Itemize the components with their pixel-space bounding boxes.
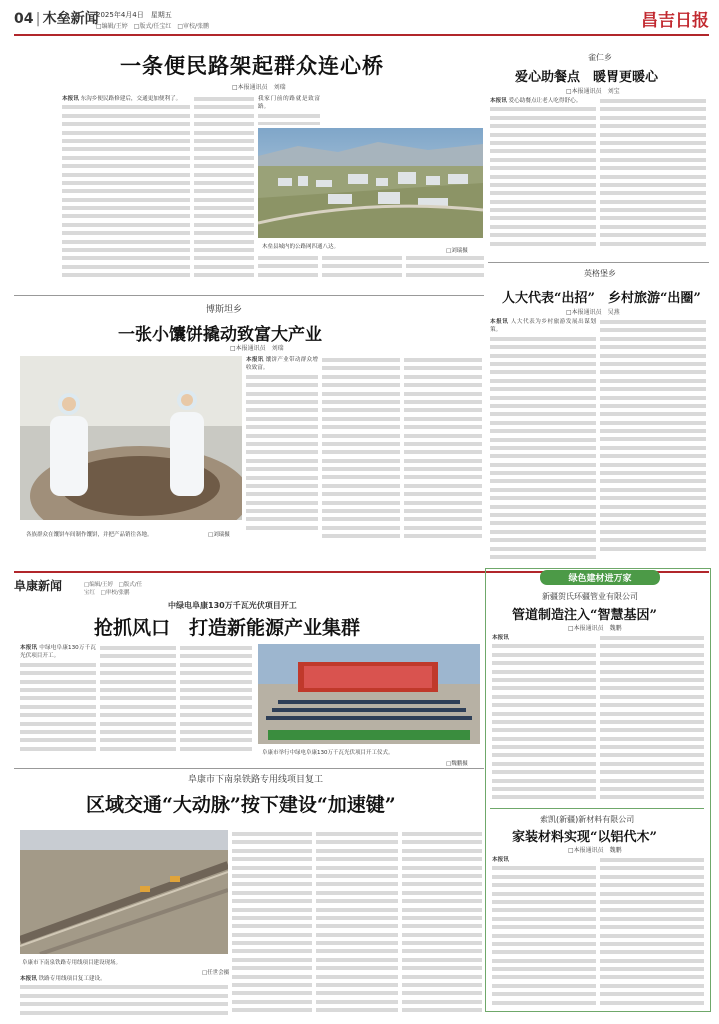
section-fukang-title: 阜康新闻	[14, 579, 63, 593]
article1-col5-bottom	[406, 254, 484, 288]
article7-col2	[600, 634, 704, 802]
article8-headline: 家装材料实现“以铝代木”	[512, 830, 657, 845]
article6-headline: 区域交通“大动脉”按下建设“加速键”	[86, 794, 396, 816]
article3-lead: 本报讯	[490, 319, 509, 325]
article5-headline: 抢抓风口 打造新能源产业集群	[94, 617, 361, 639]
article6-col1-bottom	[20, 975, 228, 1017]
article8-kicker: 索凯(新疆)新材料有限公司	[540, 815, 635, 824]
article8-lead: 本报讯	[492, 857, 509, 863]
article1-col3-bottom	[258, 254, 318, 288]
article3-headline: 人大代表“出招” 乡村旅游“出圈”	[502, 291, 701, 306]
article1-col2	[194, 95, 254, 287]
editor-credits: □编辑/王婷 □版式/任宝红 □审校/张鹏	[96, 23, 210, 30]
article6-kicker: 阜康市下南泉铁路专用线项目复工	[188, 775, 324, 785]
article1-photo-caption: 木垒县城内的公路网四通八达。	[262, 244, 340, 250]
divider-mid	[14, 295, 484, 296]
article6-lead: 本报讯	[20, 976, 37, 982]
article5-fragment-1: 中绿电阜康130万千瓦光伏项目开工。	[20, 645, 96, 660]
article5-col3	[180, 644, 252, 764]
article3-col2	[600, 318, 706, 563]
aerial-town-photo	[258, 128, 483, 238]
article3-kicker: 英格堡乡	[584, 269, 616, 278]
article2-byline: □本报通讯员 刘宝	[566, 88, 620, 95]
article7-lead: 本报讯	[492, 635, 509, 641]
article4-col2	[322, 356, 400, 542]
page-section-label: 04 | 木垒新闻	[14, 11, 99, 27]
divider-right-1	[488, 262, 709, 263]
article4-kicker: 博斯坦乡	[206, 305, 243, 315]
article4-fragment-1: 馕饼产业带动群众增收致富。	[246, 357, 318, 372]
page-masthead	[14, 4, 709, 36]
railway-construction-photo	[20, 830, 228, 954]
railway-illustration	[20, 830, 228, 954]
article7-col1	[492, 634, 596, 802]
article2-lead: 本报讯	[490, 98, 507, 104]
article3-fragment-1: 人大代表为乡村旅游发展出谋划策。	[490, 319, 596, 334]
article6-photo-caption: 阜康市下南泉铁路专用线项目建设现场。	[22, 960, 122, 966]
page-number: 04	[14, 11, 34, 27]
article1-headline: 一条便民路架起群众连心桥	[120, 53, 384, 78]
article5-photo-credit: □魏鹏摄	[446, 761, 468, 767]
article4-photo-credit: □刘瑞摄	[208, 532, 230, 538]
article4-byline: □本报通讯员 刘瑞	[230, 345, 284, 352]
article1-col1	[62, 95, 190, 287]
article4-col1	[246, 356, 318, 542]
article4-lead: 本报讯	[246, 357, 264, 363]
article5-col2	[100, 644, 176, 764]
article2-kicker: 雀仁乡	[588, 53, 612, 62]
article1-fragment-1: 东沟乡便民路修建后，交通更加便利了。	[80, 96, 182, 102]
article5-photo-caption: 阜康市举行中绿电阜康130万千瓦光伏项目开工仪式。	[262, 750, 394, 756]
solar-ceremony-photo	[258, 644, 480, 744]
article8-col2	[600, 856, 704, 1006]
article2-fragment-1: 爱心助餐点让老人吃得舒心。	[508, 98, 582, 104]
article5-lead: 本报讯	[20, 645, 38, 651]
article2-headline: 爱心助餐点 暖胃更暖心	[515, 70, 659, 85]
article7-byline: □本报通讯员 魏鹏	[568, 625, 622, 632]
article8-col1	[492, 856, 596, 1006]
article7-headline: 管道制造注入“智慧基因”	[512, 608, 657, 623]
green-box-banner: 绿色建材进万家	[540, 570, 660, 585]
article8-byline: □本报通讯员 魏鹏	[568, 847, 622, 854]
article4-photo-caption: 各族群众在馕饼车间制作馕饼，并把产品销往各地。	[26, 532, 153, 538]
article5-kicker: 中绿电阜康130万千瓦光伏项目开工	[168, 601, 297, 610]
article6-col3	[316, 830, 398, 1017]
ceremony-illustration	[258, 644, 480, 744]
green-box-divider	[490, 808, 704, 809]
article1-col4-bottom	[322, 254, 402, 288]
article6-photo-credit: □任世会摄	[202, 970, 230, 976]
article2-col1	[490, 97, 596, 255]
article6-col4	[402, 830, 482, 1017]
article3-col1	[490, 318, 596, 563]
newspaper-logo: 昌吉日报	[641, 11, 709, 31]
divider-bottom-left	[14, 768, 484, 769]
article2-col2	[600, 97, 706, 255]
bakery-illustration	[20, 356, 242, 520]
naan-bakery-photo	[20, 356, 242, 520]
article1-byline: □本报通讯员 刘瑞	[232, 84, 286, 91]
section-fukang-editors: □编辑/王婷 □版式/任宝红 □审校/张鹏	[84, 582, 143, 596]
article4-headline: 一张小馕饼撬动致富大产业	[118, 325, 322, 345]
article1-fragment-2: 我家门前的路就是致富路。	[258, 96, 320, 111]
aerial-town-illustration	[258, 128, 483, 238]
article7-kicker: 新疆贺氏环疆管业有限公司	[542, 592, 638, 601]
article1-col3-top	[258, 95, 320, 125]
article6-fragment-1: 铁路专用线项目复工建设。	[38, 976, 106, 982]
article1-photo-credit: □刘瑞摄	[446, 248, 468, 254]
section-name: 木垒新闻	[42, 11, 99, 27]
article1-lead: 本报讯	[62, 96, 79, 102]
article6-col2	[232, 830, 312, 1017]
article5-col1	[20, 644, 96, 764]
article4-col3	[404, 356, 482, 542]
article3-byline: □本报通讯员 吴燕	[566, 309, 620, 316]
issue-date: 2025年4月4日 星期五	[96, 11, 172, 19]
